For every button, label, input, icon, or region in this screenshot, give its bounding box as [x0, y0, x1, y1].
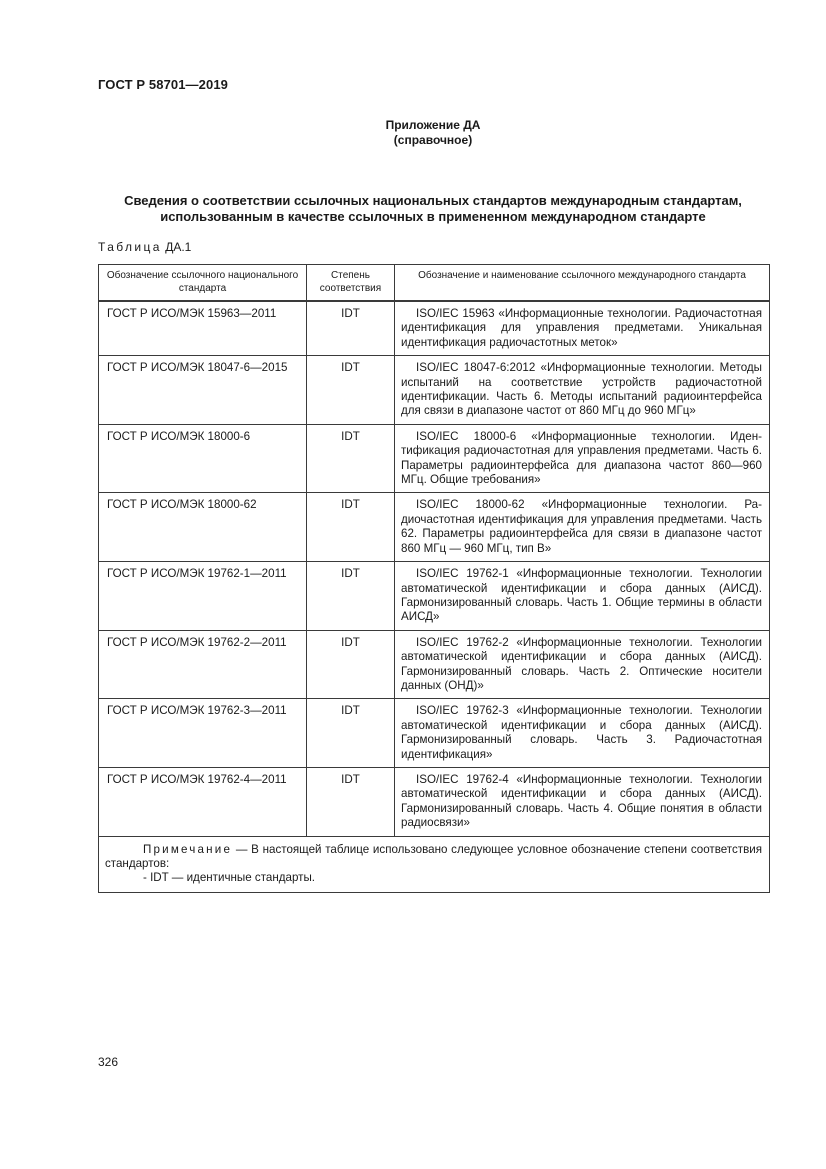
- table-caption-word: Таблица: [98, 240, 162, 254]
- table-row: [99, 493, 770, 562]
- table-note-row: [99, 836, 770, 892]
- international-standard-name: ISO/IEC 18000-6 «Информационные технологии. Идентификация радиочастотная для управления предметами. Часть 6. Параметры радиоинтерфейса для диапазона частот 860—960 МГц. Общие требования»: [395, 424, 770, 493]
- table-row: [99, 301, 770, 356]
- national-standard-code: ГОСТ Р ИСО/МЭК 18047-6—2015: [99, 356, 307, 425]
- table-caption: [98, 240, 191, 254]
- international-standard-name: ISO/IEC 19762-4 «Информационные технологии. Технологии автоматической идентификации и сбора данных (АИСД). Гармонизированный словарь. Часть 4. Общие понятия в области радиосвязи»: [395, 767, 770, 836]
- table-caption-number: ДА.1: [165, 240, 192, 254]
- national-standard-code: ГОСТ Р ИСО/МЭК 19762-4—2011: [99, 767, 307, 836]
- national-standard-code: ГОСТ Р ИСО/МЭК 19762-3—2011: [99, 699, 307, 768]
- national-standard-code: ГОСТ Р ИСО/МЭК 15963—2011: [99, 301, 307, 356]
- section-heading-line-1: Сведения о соответствии ссылочных национальных стандартов международным стандартам,: [124, 193, 742, 208]
- note-label: Примечание: [143, 842, 233, 856]
- annex-subtitle: (справочное): [393, 133, 473, 147]
- national-standard-code: ГОСТ Р ИСО/МЭК 19762-2—2011: [99, 630, 307, 699]
- degree-of-correspondence: IDT: [307, 301, 395, 356]
- table-row: [99, 562, 770, 631]
- table-row: [99, 767, 770, 836]
- column-header-degree: Степень соответствия: [307, 265, 395, 302]
- degree-of-correspondence: IDT: [307, 699, 395, 768]
- national-standard-code: ГОСТ Р ИСО/МЭК 18000-6: [99, 424, 307, 493]
- standards-table: [98, 264, 770, 893]
- national-standard-code: ГОСТ Р ИСО/МЭК 19762-1—2011: [99, 562, 307, 631]
- national-standard-code: ГОСТ Р ИСО/МЭК 18000-62: [99, 493, 307, 562]
- degree-of-correspondence: IDT: [307, 493, 395, 562]
- table-row: [99, 356, 770, 425]
- note-item: - IDT — идентичные стандарты.: [143, 871, 316, 885]
- note-text: [105, 843, 762, 872]
- note-body: — В настоящей таблице использовано следующее условное обозначение степени соответствия стандартов:: [105, 842, 762, 870]
- international-standard-name: ISO/IEC 15963 «Информационные технологии. Радиочастотная идентификация для управления предметами. Уникальная идентификация радиочастотных меток»: [395, 301, 770, 356]
- page-number: 326: [98, 1055, 119, 1069]
- annex-title: Приложение ДА: [385, 118, 481, 132]
- section-heading-line-2: использованным в качестве ссылочных в примененном международном стандарте: [160, 209, 706, 224]
- section-heading: [98, 193, 768, 225]
- table-row: [99, 699, 770, 768]
- annex-header: [98, 118, 768, 148]
- table-note: [99, 836, 770, 892]
- international-standard-name: ISO/IEC 19762-3 «Информационные технологии. Технологии автоматической идентификации и сбора данных (АИСД). Гармонизированный словарь. Часть 3. Радиочастотная идентификация»: [395, 699, 770, 768]
- international-standard-name: ISO/IEC 19762-2 «Информационные технологии. Технологии автоматической идентификации и сбора данных (АИСД). Гармонизированный словарь. Часть 2. Оптические носители данных (ОНД)»: [395, 630, 770, 699]
- international-standard-name: ISO/IEC 19762-1 «Информационные технологии. Технологии автоматической идентификации и сбора данных (АИСД). Гармонизированный словарь. Часть 1. Общие термины в области АИСД»: [395, 562, 770, 631]
- degree-of-correspondence: IDT: [307, 630, 395, 699]
- degree-of-correspondence: IDT: [307, 767, 395, 836]
- document-code: ГОСТ Р 58701—2019: [98, 77, 228, 92]
- international-standard-name: ISO/IEC 18047-6:2012 «Информационные технологии. Методы испытаний на соответствие устройств радиочастотной идентификации. Часть 6. Методы испытаний радиоинтерфейса для связи в диапазоне частот от 860 МГц до 960 МГц»: [395, 356, 770, 425]
- table-row: [99, 424, 770, 493]
- degree-of-correspondence: IDT: [307, 562, 395, 631]
- international-standard-name: ISO/IEC 18000-62 «Информационные технологии. Радиочастотная идентификация для управления предметами. Часть 62. Параметры радиоинтерфейса для связи в диапазоне частот 860 МГц — 960 МГц, тип В»: [395, 493, 770, 562]
- degree-of-correspondence: IDT: [307, 356, 395, 425]
- column-header-national-standard: Обозначение ссылочного национального стандарта: [99, 265, 307, 302]
- table-row: [99, 630, 770, 699]
- table-header-row: [99, 265, 770, 302]
- column-header-international-standard: Обозначение и наименование ссылочного международного стандарта: [395, 265, 770, 302]
- degree-of-correspondence: IDT: [307, 424, 395, 493]
